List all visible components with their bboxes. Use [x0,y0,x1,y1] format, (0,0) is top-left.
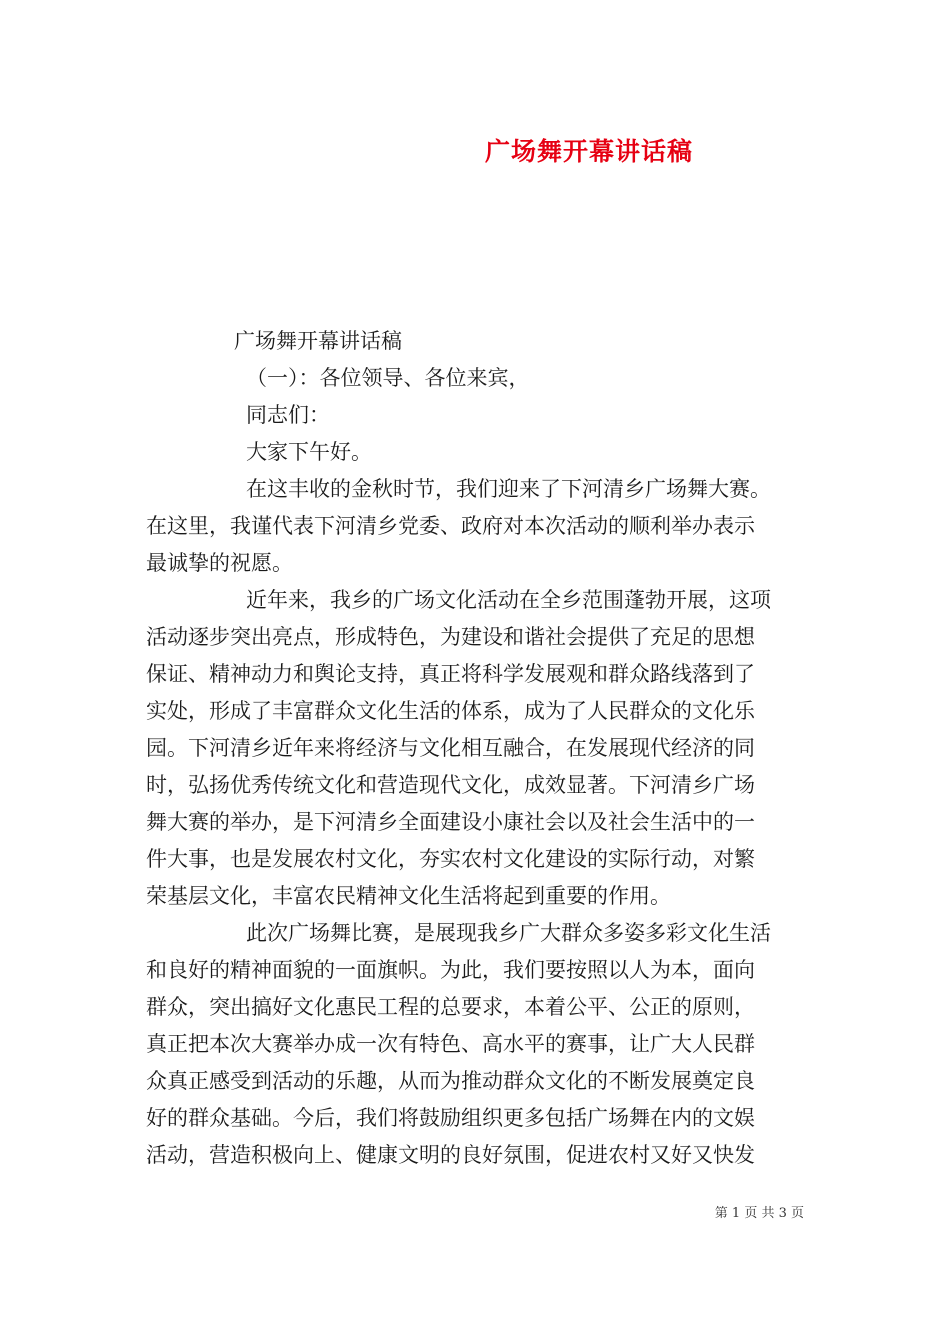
text-line: 众真正感受到活动的乐趣，从而为推动群众文化的不断发展奠定良 [146,1069,755,1093]
text-line: 实处，形成了丰富群众文化生活的体系，成为了人民群众的文化乐 [146,699,755,723]
text-line: 同志们： [246,403,330,427]
text-line: 好的群众基础。今后，我们将鼓励组织更多包括广场舞在内的文娱 [146,1106,755,1130]
page-number: 第 1 页 共 3 页 [714,1206,804,1221]
text-line: 在这丰收的金秋时节，我们迎来了下河清乡广场舞大赛。 [246,477,771,501]
text-line: 活动逐步突出亮点，形成特色，为建设和谐社会提供了充足的思想 [146,625,755,649]
text-line: （一）：各位领导、各位来宾， [246,366,530,390]
text-line: 保证、精神动力和舆论支持，真正将科学发展观和群众路线落到了 [146,662,755,686]
text-line: 大家下午好。 [246,440,372,464]
text-line: 荣基层文化，丰富农民精神文化生活将起到重要的作用。 [146,884,671,908]
text-line: 件大事，也是发展农村文化，夯实农村文化建设的实际行动，对繁 [146,847,755,871]
text-line: 舞大赛的举办，是下河清乡全面建设小康社会以及社会生活中的一 [146,810,755,834]
document-body [146,323,806,1174]
text-line: 园。下河清乡近年来将经济与文化相互融合，在发展现代经济的同 [146,736,755,760]
text-line: 和良好的精神面貌的一面旗帜。为此，我们要按照以人为本，面向 [146,958,755,982]
page-title: 广场舞开幕讲话稿 [484,137,693,166]
text-line: 在这里，我谨代表下河清乡党委、政府对本次活动的顺利举办表示 [146,514,755,538]
text-line: 时，弘扬优秀传统文化和营造现代文化，成效显著。下河清乡广场 [146,773,755,797]
text-line: 群众，突出搞好文化惠民工程的总要求，本着公平、公正的原则， [146,995,755,1019]
text-line: 最诚挚的祝愿。 [146,551,293,575]
text-line: 近年来，我乡的广场文化活动在全乡范围蓬勃开展，这项 [246,588,771,612]
text-line: 活动，营造积极向上、健康文明的良好氛围，促进农村又好又快发 [146,1143,755,1167]
text-line: 真正把本次大赛举办成一次有特色、高水平的赛事，让广大人民群 [146,1032,755,1056]
text-line: 广场舞开幕讲话稿 [234,329,402,353]
text-line: 此次广场舞比赛，是展现我乡广大群众多姿多彩文化生活 [246,921,771,945]
